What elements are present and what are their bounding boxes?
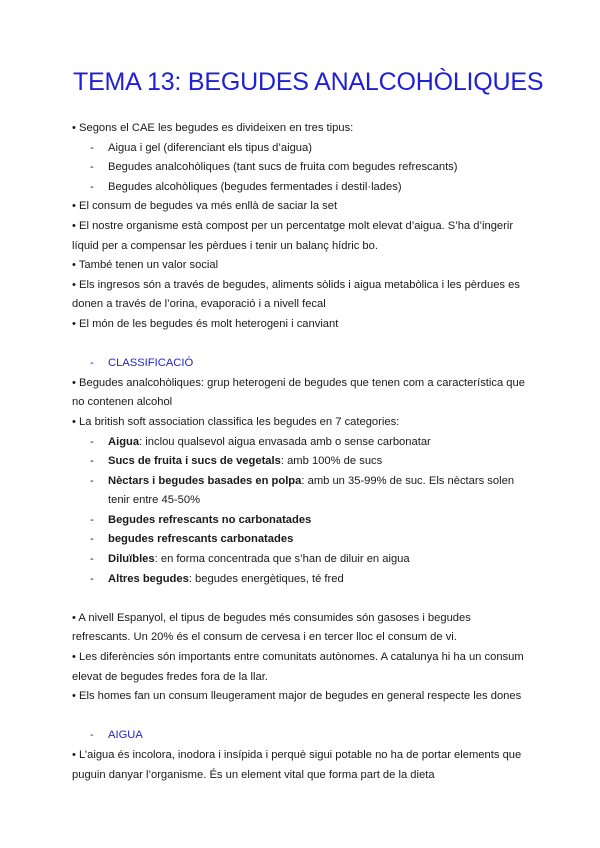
category-item-no-carbonatades bbox=[72, 511, 532, 531]
aigua-bullet-1-line-2: puguin danyar l’organisme. És un element vital que forma part de la dieta bbox=[72, 768, 435, 781]
section-heading-classificacio: - CLASSIFICACIÓ bbox=[72, 354, 532, 374]
category-desc-continued: tenir entre 45-50% bbox=[108, 494, 201, 507]
consum-bullet-2-line-2: elevat de begudes fredes fora de la llar. bbox=[72, 670, 268, 683]
category-name: Begudes refrescants no carbonatades bbox=[108, 513, 312, 526]
category-item-nectars bbox=[72, 472, 532, 511]
category-desc: : begudes energètiques, té fred bbox=[188, 572, 344, 585]
intro-bullet-2: • El consum de begudes va més enllà de saciar la set bbox=[72, 200, 338, 213]
class-bullet-2: • La british soft association classifica les begudes en 7 categories: bbox=[72, 415, 400, 428]
intro-bullet-3-line-2: líquid per a compensar les pèrdues i tenir un balanç hídric bo. bbox=[72, 239, 378, 252]
intro-bullet-6: • El món de les begudes és molt heterogeni i canviant bbox=[72, 317, 339, 330]
category-name: begudes refrescants carbonatades bbox=[108, 533, 294, 546]
consum-bullet-3: • Els homes fan un consum lleugerament major de begudes en general respecte les dones bbox=[72, 690, 522, 703]
intro-bullet-5-line-2: donen a través de l’orina, evaporació i a nivell fecal bbox=[72, 298, 326, 311]
intro-bullet-5-line-1: • Els ingresos són a través de begudes, aliments sòlids i aigua metabòlica i les pèrdues es bbox=[72, 278, 520, 291]
category-item-altres bbox=[72, 570, 532, 590]
document-body bbox=[72, 119, 532, 785]
aigua-bullet-1-line-1: • L’aigua és incolora, inodora i insípida i perquè sigui potable no ha de portar elements que bbox=[72, 749, 522, 761]
category-item-sucs bbox=[72, 452, 532, 472]
category-name: Altres begudes bbox=[108, 572, 189, 585]
category-item-aigua bbox=[72, 433, 532, 453]
intro-bullet-3-line-1: • El nostre organisme està compost per un percentatge molt elevat d’aigua. S’ha d’ingerir bbox=[72, 219, 514, 232]
class-bullet-1-line-1: • Begudes analcohòliques: grup heterogeni de begudes que tenen com a característica que bbox=[72, 376, 525, 389]
page-title: TEMA 13: BEGUDES ANALCOHÒLIQUES bbox=[73, 68, 544, 96]
category-name: Aigua bbox=[108, 435, 140, 448]
intro-bullet-1: • Segons el CAE les begudes es divideixen en tres tipus: bbox=[72, 122, 354, 134]
category-name: Diluïbles bbox=[108, 553, 155, 566]
consum-bullet-1-line-2: refrescants. Un 20% és el consum de cervesa i en tercer lloc el consum de vi. bbox=[72, 631, 457, 644]
spacer bbox=[72, 335, 532, 355]
category-desc: : amb 100% de sucs bbox=[280, 455, 383, 468]
spacer bbox=[72, 589, 532, 609]
category-name: Nèctars i begudes basades en polpa bbox=[108, 474, 302, 487]
consum-bullet-1-line-1: • A nivell Espanyol, el tipus de begudes més consumides són gasoses i begudes bbox=[72, 611, 471, 624]
intro-bullet-4: • També tenen un valor social bbox=[72, 259, 219, 272]
class-bullet-1-line-2: no contenen alcohol bbox=[72, 396, 173, 409]
section-heading-aigua: - AIGUA bbox=[72, 726, 532, 746]
category-desc: : amb un 35-99% de suc. Els nèctars solen bbox=[301, 474, 515, 487]
category-name: Sucs de fruita i sucs de vegetals bbox=[108, 455, 281, 468]
type-item-3: - Begudes alcohòliques (begudes fermentades i destil·lades) bbox=[72, 178, 532, 198]
category-desc: : inclou qualsevol aigua envasada amb o sense carbonatar bbox=[139, 435, 431, 448]
category-item-carbonatades bbox=[72, 530, 532, 550]
type-item-2: - Begudes analcohòliques (tant sucs de fruita com begudes refrescants) bbox=[72, 158, 532, 178]
category-item-diluibles bbox=[72, 550, 532, 570]
type-item-1: - Aigua i gel (diferenciant els tipus d’aigua) bbox=[72, 139, 532, 159]
consum-bullet-2-line-1: • Les diferències són importants entre comunitats autònomes. A catalunya hi ha un consum bbox=[72, 651, 524, 664]
spacer bbox=[72, 707, 532, 727]
category-desc: : en forma concentrada que s’han de diluir en aigua bbox=[154, 553, 410, 566]
